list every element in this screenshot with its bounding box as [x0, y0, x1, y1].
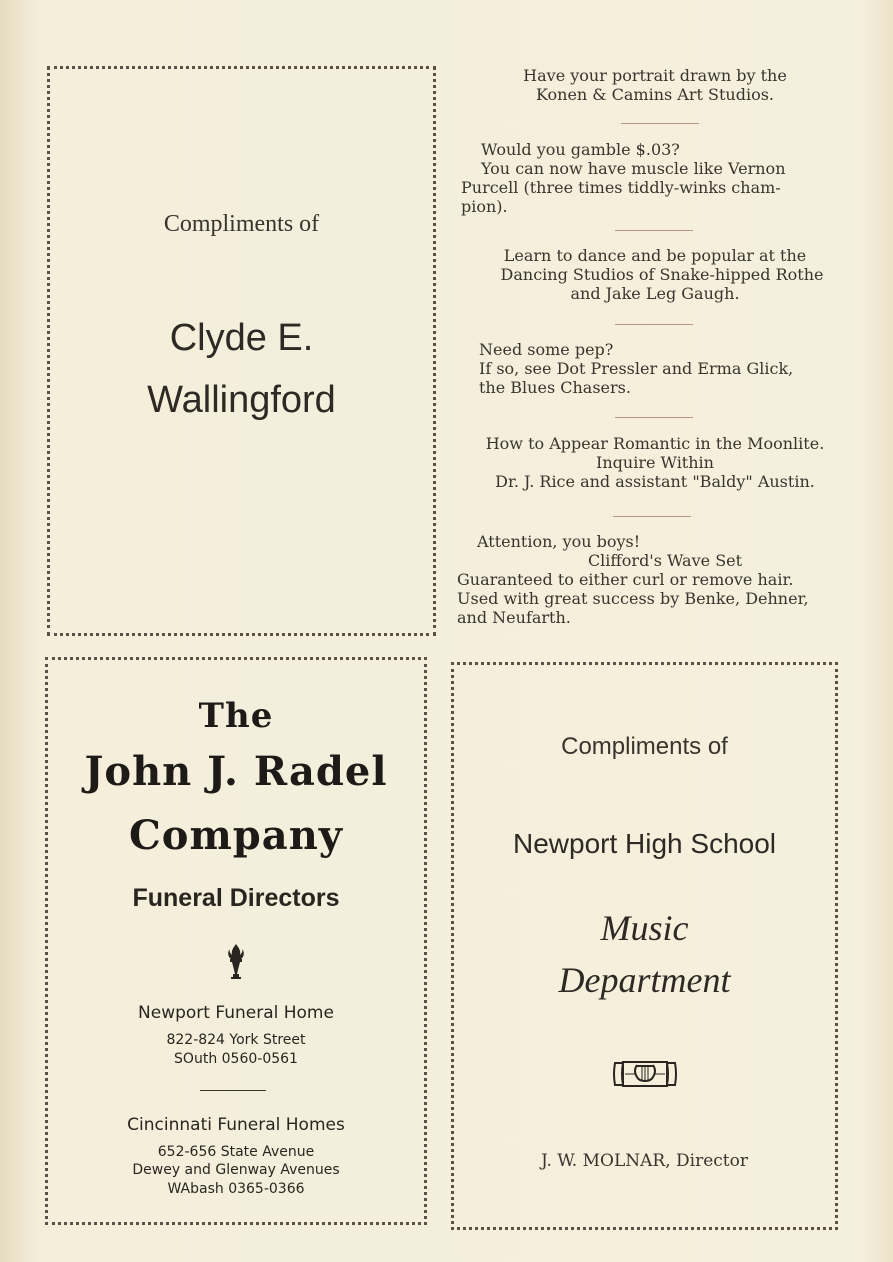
home2-phone: WAbash 0365-0366: [167, 1181, 305, 1197]
company-tagline: Funeral Directors: [132, 884, 340, 912]
divider: [200, 1090, 266, 1091]
ad-line: and Jake Leg Gaugh.: [570, 284, 740, 303]
company-word: Company: [128, 812, 344, 859]
ad-line: Clifford's Wave Set: [587, 551, 743, 570]
home2-title: Cincinnati Funeral Homes: [127, 1115, 345, 1135]
separator: [615, 324, 693, 325]
ad-music-department: [451, 662, 838, 1230]
home1-phone: SOuth 0560-0561: [174, 1051, 298, 1067]
separator: [615, 417, 693, 418]
ad-line: Konen & Camins Art Studios.: [535, 85, 775, 104]
ad-line: Inquire Within: [596, 453, 714, 472]
home1-address: 822-824 York Street: [166, 1032, 306, 1048]
ad-line: Dr. J. Rice and assistant "Baldy" Austin.: [495, 472, 815, 491]
company-article: The: [198, 696, 274, 736]
ad-line: Guaranteed to either curl or remove hair.: [457, 570, 794, 589]
music-title: Music: [600, 908, 689, 948]
ad-line: Attention, you boys!: [477, 532, 641, 551]
home2-address1: 652-656 State Avenue: [157, 1144, 315, 1160]
separator: [613, 516, 691, 517]
torch-icon: [48, 942, 424, 984]
ad-dance: [455, 246, 855, 303]
ad-romantic: [455, 434, 855, 491]
home1-title: Newport Funeral Home: [138, 1003, 334, 1023]
ad-line: You can now have muscle like Vernon: [481, 159, 786, 178]
humor-ads-column: [455, 66, 855, 646]
ad-radel-company: [45, 657, 427, 1225]
separator: [615, 230, 693, 231]
separator: [621, 123, 699, 124]
ad-line: Would you gamble $.03?: [481, 140, 680, 159]
director-credit: J. W. MOLNAR, Director: [541, 1151, 748, 1171]
ad-muscle: [455, 140, 855, 216]
lyre-icon: [454, 1057, 835, 1093]
ad-wave-set: [455, 532, 855, 627]
ad-line: Used with great success by Benke, Dehner,: [457, 589, 809, 608]
ad-line: Need some pep?: [479, 340, 614, 359]
sponsor-name-line2: Wallingford: [147, 379, 336, 421]
ad-line: Have your portrait drawn by the: [523, 66, 787, 85]
ad-line: and Neufarth.: [457, 608, 571, 627]
ad-line: Purcell (three times tiddly-winks cham-: [461, 178, 781, 197]
compliments-text: Compliments of: [561, 733, 728, 760]
ad-pep: [455, 340, 855, 397]
sponsor-name-line1: Clyde E.: [169, 317, 314, 359]
compliments-text: Compliments of: [163, 211, 320, 237]
ad-line: If so, see Dot Pressler and Erma Glick,: [479, 359, 794, 378]
home2-address2: Dewey and Glenway Avenues: [132, 1162, 340, 1178]
company-name: John J. Radel: [84, 748, 388, 795]
ad-line: the Blues Chasers.: [479, 378, 631, 397]
ad-portrait: [455, 66, 855, 104]
ad-line: pion).: [461, 197, 508, 216]
department-title: Department: [558, 960, 731, 1000]
ad-wallingford: [47, 66, 436, 636]
ad-line: How to Appear Romantic in the Moonlite.: [485, 434, 825, 453]
school-name: Newport High School: [512, 828, 777, 859]
ad-line: Dancing Studios of Snake-hipped Rothe: [500, 265, 824, 284]
ad-line: Learn to dance and be popular at the: [503, 246, 807, 265]
